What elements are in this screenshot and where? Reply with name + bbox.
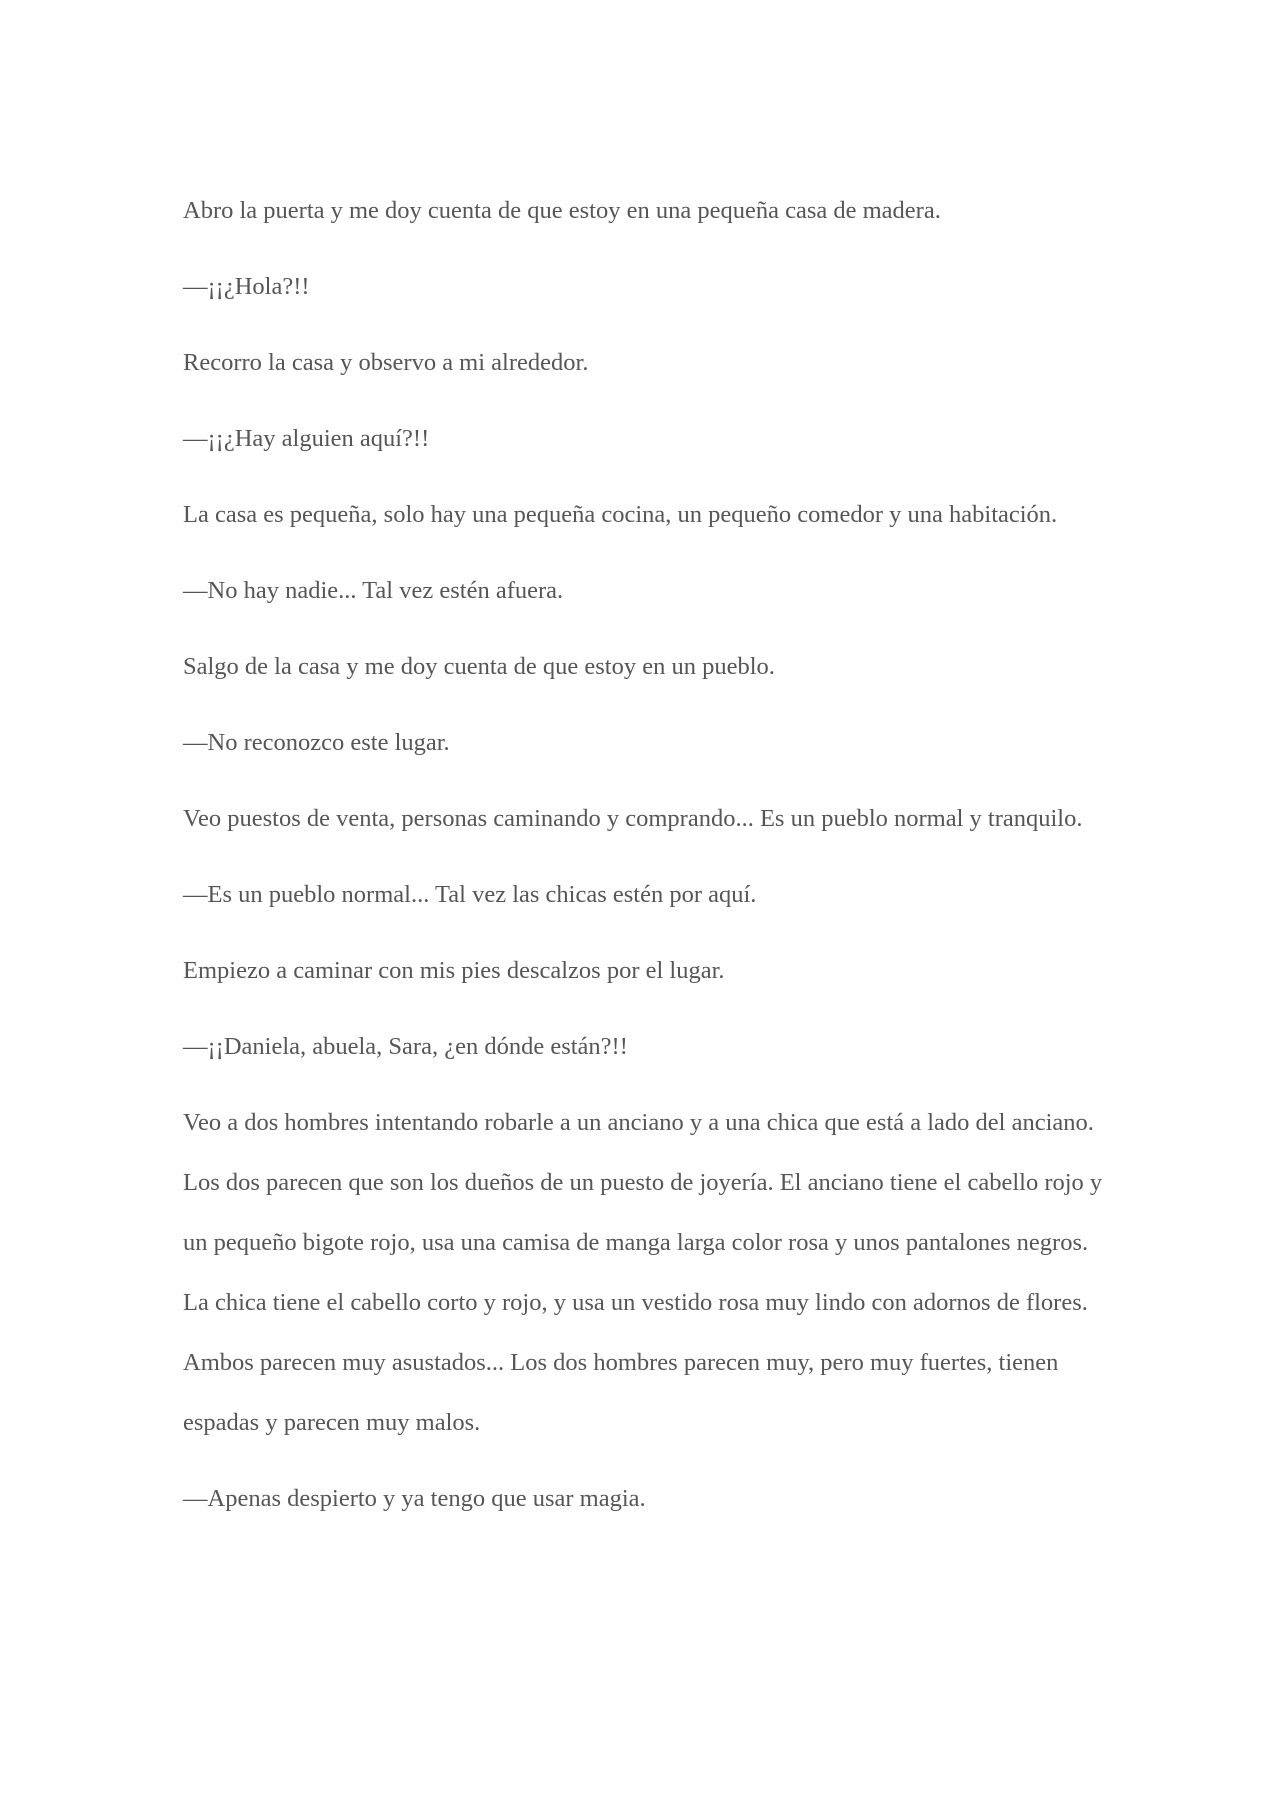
dialogue-line: —No hay nadie... Tal vez estén afuera. (183, 577, 564, 604)
paragraph: Veo puestos de venta, personas caminando y comprando... Es un pueblo normal y tranquilo. (183, 805, 1083, 832)
dialogue-line: —¡¡¿Hay alguien aquí?!! (183, 425, 430, 452)
dialogue-line: —¡¡¿Hola?!! (183, 273, 310, 300)
paragraph: Veo a dos hombres intentando robarle a un anciano y a una chica que está a lado del anciano. Los dos parecen que son los dueños de un puesto de joyería. El anciano tiene el cabello rojo y un pequeño bigote rojo, usa una camisa de manga larga color rosa y unos pantalones negros. La chica tiene el cabello corto y rojo, y usa un vestido rosa muy lindo con adornos de flores. Ambos parecen muy asustados... Los dos hombres parecen muy, pero muy fuertes, tienen espadas y parecen muy malos. (183, 1109, 1103, 1436)
dialogue-line: —Es un pueblo normal... Tal vez las chicas estén por aquí. (183, 881, 757, 908)
paragraph: Empiezo a caminar con mis pies descalzos por el lugar. (183, 957, 725, 984)
dialogue-line: —Apenas despierto y ya tengo que usar magia. (183, 1485, 646, 1512)
paragraph: Salgo de la casa y me doy cuenta de que estoy en un pueblo. (183, 653, 775, 680)
paragraph: La casa es pequeña, solo hay una pequeña cocina, un pequeño comedor y una habitación. (183, 501, 1058, 528)
dialogue-line: —¡¡Daniela, abuela, Sara, ¿en dónde están?!! (183, 1033, 628, 1060)
paragraph: Abro la puerta y me doy cuenta de que estoy en una pequeña casa de madera. (183, 197, 941, 224)
paragraph: Recorro la casa y observo a mi alrededor. (183, 349, 589, 376)
dialogue-line: —No reconozco este lugar. (183, 729, 450, 756)
story-text (183, 181, 1113, 1545)
